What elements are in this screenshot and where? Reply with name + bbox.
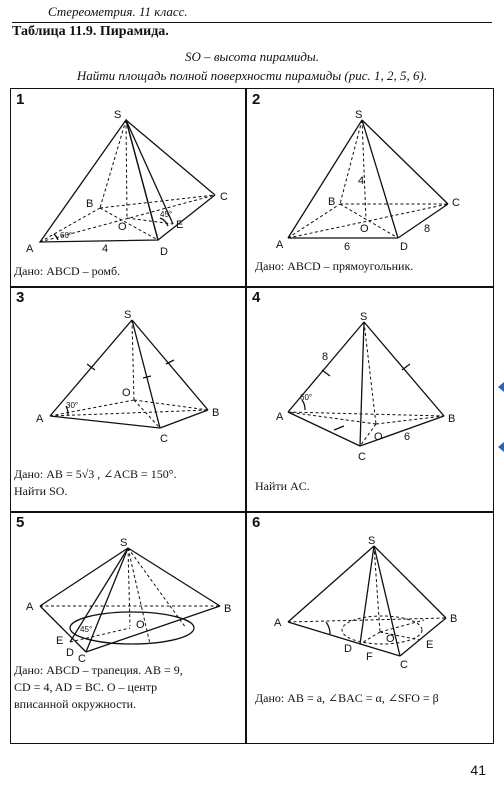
c2-label-b: B (328, 196, 336, 208)
c3-angle-a: 30° (66, 401, 79, 410)
c4-angle-a: 60° (300, 393, 313, 402)
c4-edge-value: 8 (322, 351, 329, 363)
c5-caption-line2: CD = 4, AD = BC. O – центр (14, 680, 158, 694)
c4-label-s: S (360, 311, 368, 323)
c4-label-c: C (358, 451, 366, 463)
c1-label-s: S (114, 109, 122, 121)
cell-2-number: 2 (252, 91, 261, 108)
c3-label-a: A (36, 413, 44, 425)
table-row-divider-1 (10, 286, 494, 288)
subtitle-task: Найти площадь полной поверхности пирамиды (рис. 1, 2, 5, 6). (76, 68, 428, 83)
cell-1-caption: Дано: ABCD – ромб. (14, 264, 121, 278)
c4-label-b: B (448, 413, 456, 425)
cell-3-number: 3 (16, 289, 25, 306)
c1-label-e: E (176, 219, 184, 231)
c5-label-s: S (120, 537, 128, 549)
c5-label-b: B (224, 603, 232, 615)
c6-label-e: E (426, 639, 434, 651)
cell-5-figure (10, 528, 246, 663)
c1-label-c: C (220, 191, 228, 203)
c3-label-o: O (122, 387, 131, 399)
c3-label-s: S (124, 309, 132, 321)
c1-side-value: 4 (102, 243, 109, 255)
c1-angle-e: 45° (160, 210, 173, 219)
c5-label-c: C (78, 653, 86, 665)
c5-angle-e: 45° (80, 625, 93, 634)
c6-label-c: C (400, 659, 408, 671)
c5-label-o: O (136, 619, 145, 631)
cell-4-caption: Найти AC. (255, 479, 310, 493)
c2-label-s: S (355, 109, 363, 121)
c5-caption-line1: Дано: ABCD – трапеция. AB = 9, (14, 663, 183, 677)
c4-label-a: A (276, 411, 284, 423)
c5-label-d: D (66, 647, 74, 659)
c2-height-value: 4 (358, 175, 365, 187)
cell-5-number: 5 (16, 514, 25, 531)
c4-label-o: O (374, 431, 383, 443)
running-title: Стереометрия. 11 класс. (48, 4, 188, 19)
c6-label-s: S (368, 535, 376, 547)
c3-caption-given: Дано: AB = 5√3 , ∠ACB = 150°. (14, 467, 177, 481)
table-title: Таблица 11.9. Пирамида. (12, 24, 169, 39)
c6-label-f: F (366, 651, 373, 663)
cell-5-caption (14, 662, 244, 713)
cell-4-number: 4 (252, 289, 261, 306)
c6-label-a: A (274, 617, 282, 629)
c3-label-b: B (212, 407, 220, 419)
c1-angle-a: 60° (60, 231, 73, 240)
running-header (12, 2, 492, 23)
cell-6-figure (248, 528, 484, 671)
c2-label-a: A (276, 239, 284, 251)
cell-1-figure (10, 100, 246, 260)
c1-label-o: O (118, 221, 127, 233)
c6-label-b: B (450, 613, 458, 625)
page-edge-marker-1 (498, 382, 504, 392)
c5-caption-line3: вписанной окружности. (14, 697, 137, 711)
cell-4-figure (248, 302, 484, 462)
cell-2-figure (248, 100, 484, 260)
c1-face-sad (40, 120, 158, 242)
c6-label-d: D (344, 643, 352, 655)
c2-label-d: D (400, 241, 408, 253)
cell-3-caption (14, 466, 244, 500)
subtitle-height-note: SO – высота пирамиды. (184, 49, 319, 64)
cell-1-number: 1 (16, 91, 25, 108)
c2-side-ad: 6 (344, 241, 351, 253)
cell-2-caption: Дано: ABCD – прямоугольник. (255, 259, 414, 273)
c5-label-e: E (56, 635, 64, 647)
page-number: 41 (470, 762, 486, 778)
c2-side-cd: 8 (424, 223, 431, 235)
page-edge-marker-2 (498, 442, 504, 452)
c1-label-b: B (86, 198, 94, 210)
c2-label-o: O (360, 223, 369, 235)
cell-6-caption: Дано: AB = a, ∠BAC = α, ∠SFO = β (255, 691, 439, 705)
c1-label-d: D (160, 246, 168, 258)
c4-side-value: 6 (404, 431, 411, 443)
cell-3-figure (10, 302, 246, 462)
c3-label-c: C (160, 433, 168, 445)
cell-6-number: 6 (252, 514, 261, 531)
c2-label-c: C (452, 197, 460, 209)
c1-label-a: A (26, 243, 34, 255)
c3-caption-find: Найти SO. (14, 484, 68, 498)
table-row-divider-2 (10, 511, 494, 513)
c5-label-a: A (26, 601, 34, 613)
c6-label-o: O (386, 633, 395, 645)
